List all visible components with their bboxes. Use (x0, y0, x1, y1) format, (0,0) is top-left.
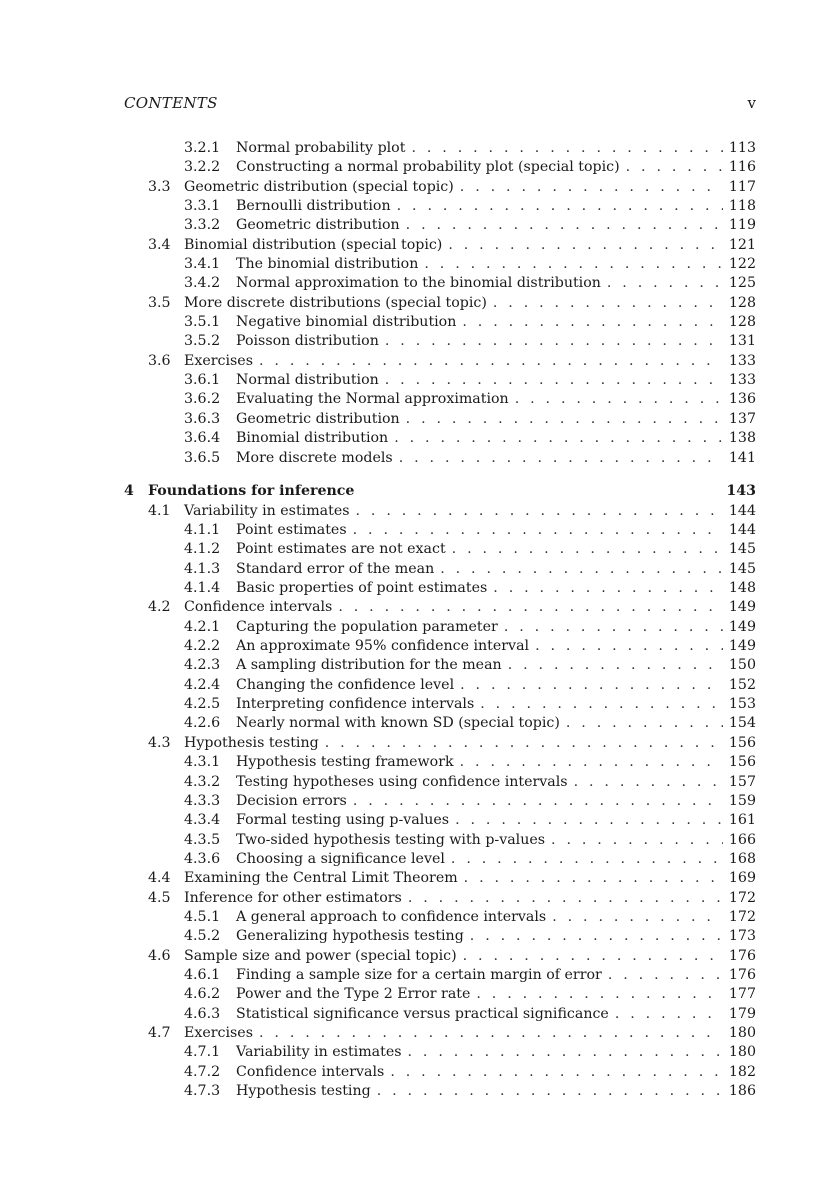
dot-leader (452, 540, 723, 559)
toc-entry-number: 3.6 (148, 352, 171, 369)
toc-entry-page: 159 (728, 792, 756, 809)
toc-entry-label: Constructing a normal probability plot (special topic) (236, 159, 620, 176)
toc-entry-number: 4.2.4 (184, 676, 221, 693)
toc-entry-subsection[interactable] (124, 390, 756, 409)
toc-entry-number: 3.5.1 (184, 314, 221, 331)
toc-entry-subsection[interactable] (124, 197, 756, 216)
toc-entry-number: 3.2.1 (184, 140, 221, 156)
toc-entry-page: 144 (728, 502, 756, 519)
dot-leader (566, 714, 723, 733)
toc-entry-page: 138 (728, 430, 756, 447)
toc-entry-number: 3.4.2 (184, 275, 221, 292)
toc-entry-subsection[interactable] (124, 255, 756, 274)
toc-entry-label: Basic properties of point estimates (236, 580, 488, 597)
dot-leader (390, 1063, 723, 1082)
toc-entry-subsection[interactable] (124, 579, 756, 598)
dot-leader (574, 773, 723, 792)
toc-entry-label: Normal approximation to the binomial distribution (236, 275, 601, 292)
toc-entry-label: Hypothesis testing (236, 1083, 371, 1099)
toc-entry-number: 4.2.5 (184, 696, 221, 713)
toc-entry-label: Decision errors (236, 792, 347, 809)
table-of-contents (124, 139, 756, 1101)
toc-entry-page: 161 (728, 812, 756, 829)
toc-entry-subsection[interactable] (124, 1082, 756, 1101)
dot-leader (385, 332, 723, 351)
toc-entry-label: Geometric distribution (236, 410, 400, 427)
toc-entry-subsection[interactable] (124, 429, 756, 448)
toc-entry-number: 4.1.1 (184, 522, 221, 539)
toc-entry-page: 176 (728, 947, 756, 964)
toc-entry-number: 4.6.2 (184, 986, 221, 1003)
page-number: v (747, 94, 756, 112)
toc-entry-section[interactable] (124, 598, 756, 617)
toc-entry-label: Confidence intervals (236, 1063, 385, 1080)
toc-entry-label: Exercises (184, 1024, 253, 1041)
dot-leader (408, 889, 723, 908)
toc-entry-number: 4.7.2 (184, 1063, 221, 1080)
toc-entry-label: Normal distribution (236, 372, 379, 389)
toc-entry-label: Point estimates (236, 522, 347, 539)
dot-leader (515, 390, 723, 409)
toc-entry-number: 4.5 (148, 889, 171, 906)
toc-entry-label: A general approach to confidence intervals (236, 908, 547, 925)
toc-entry-page: 150 (728, 657, 756, 674)
toc-entry-page: 116 (728, 159, 756, 176)
toc-entry-number: 3.4 (148, 236, 171, 253)
toc-entry-page: 117 (728, 178, 756, 195)
toc-entry-label: Changing the confidence level (236, 676, 455, 693)
toc-entry-number: 4.7.1 (184, 1044, 221, 1061)
toc-entry-page: 137 (728, 410, 756, 427)
toc-entry-label: Power and the Type 2 Error rate (236, 986, 471, 1003)
toc-entry-subsection[interactable] (124, 637, 756, 656)
toc-entry-label: More discrete distributions (special topic) (184, 294, 487, 311)
toc-entry-page: 172 (728, 908, 756, 925)
toc-entry-label: Point estimates are not exact (236, 541, 446, 558)
toc-entry-page: 136 (728, 391, 756, 408)
toc-entry-number: 3.5 (148, 294, 171, 311)
toc-entry-number: 4.5.2 (184, 928, 221, 945)
dot-leader (615, 1005, 723, 1024)
toc-entry-subsection[interactable] (124, 773, 756, 792)
toc-entry-subsection[interactable] (124, 410, 756, 429)
dot-leader (460, 753, 723, 772)
toc-entry-number: 4.4 (148, 870, 171, 887)
toc-entry-page: 177 (728, 986, 756, 1003)
toc-entry-label: More discrete models (236, 449, 393, 466)
dot-leader (626, 158, 723, 177)
toc-entry-number: 3.3.2 (184, 217, 221, 234)
toc-entry-page: 119 (728, 217, 756, 234)
toc-entry-page: 149 (728, 638, 756, 655)
dot-leader (406, 216, 723, 235)
dot-leader (353, 521, 723, 540)
toc-entry-number: 4.2.6 (184, 715, 221, 732)
toc-entry-section[interactable] (124, 294, 756, 313)
dot-leader (504, 618, 723, 637)
toc-entry-label: Evaluating the Normal approximation (236, 391, 509, 408)
toc-entry-label: Confidence intervals (184, 599, 333, 616)
toc-entry-section[interactable] (124, 1024, 756, 1043)
toc-entry-number: 3.3.1 (184, 198, 221, 215)
toc-entry-number: 4.1.3 (184, 560, 221, 577)
toc-entry-label: Hypothesis testing (184, 734, 319, 751)
toc-entry-number: 3.6.2 (184, 391, 221, 408)
dot-leader (406, 410, 723, 429)
toc-entry-subsection[interactable] (124, 1005, 756, 1024)
toc-entry-number: 4.6 (148, 947, 171, 964)
toc-entry-page: 156 (728, 734, 756, 751)
toc-entry-label: Poisson distribution (236, 333, 379, 350)
toc-entry-subsection[interactable] (124, 753, 756, 772)
toc-entry-number: 3.2.2 (184, 159, 221, 176)
toc-entry-page: 145 (728, 560, 756, 577)
dot-leader (385, 371, 723, 390)
dot-leader (463, 947, 723, 966)
toc-entry-page: 176 (728, 966, 756, 983)
toc-entry-subsection[interactable] (124, 139, 756, 158)
toc-entry-section[interactable] (124, 236, 756, 255)
toc-entry-subsection[interactable] (124, 966, 756, 985)
toc-entry-page: 156 (728, 754, 756, 771)
toc-entry-subsection[interactable] (124, 313, 756, 332)
toc-entry-label: Foundations for inference (148, 483, 355, 500)
toc-entry-page: 149 (728, 599, 756, 616)
toc-entry-chapter[interactable] (124, 482, 756, 501)
toc-entry-page: 180 (728, 1024, 756, 1041)
dot-leader (399, 449, 723, 468)
toc-entry-section[interactable] (124, 502, 756, 521)
toc-entry-page: 186 (728, 1083, 756, 1099)
toc-entry-label: Negative binomial distribution (236, 314, 457, 331)
toc-entry-subsection[interactable] (124, 908, 756, 927)
toc-entry-label: Capturing the population parameter (236, 618, 498, 635)
dot-leader (424, 255, 723, 274)
toc-entry-label: A sampling distribution for the mean (236, 657, 502, 674)
toc-entry-number: 4.3.1 (184, 754, 221, 771)
toc-entry-page: 180 (728, 1044, 756, 1061)
toc-entry-page: 149 (728, 618, 756, 635)
dot-leader (493, 579, 723, 598)
toc-entry-number: 4.7.3 (184, 1083, 221, 1099)
dot-leader (551, 831, 723, 850)
toc-entry-subsection[interactable] (124, 449, 756, 468)
toc-entry-subsection[interactable] (124, 274, 756, 293)
toc-entry-page: 145 (728, 541, 756, 558)
running-head-title: CONTENTS (124, 94, 218, 112)
toc-entry-number: 4.3 (148, 734, 171, 751)
toc-entry-number: 4 (124, 483, 134, 500)
toc-entry-label: Bernoulli distribution (236, 198, 391, 215)
toc-entry-number: 4.2.3 (184, 657, 221, 674)
toc-entry-subsection[interactable] (124, 216, 756, 235)
dot-leader (338, 598, 723, 617)
toc-entry-section[interactable] (124, 352, 756, 371)
toc-entry-subsection[interactable] (124, 792, 756, 811)
toc-entry-label: Standard error of the mean (236, 560, 435, 577)
toc-entry-number: 3.6.5 (184, 449, 221, 466)
toc-entry-label: Generalizing hypothesis testing (236, 928, 464, 945)
toc-entry-subsection[interactable] (124, 560, 756, 579)
dot-leader (377, 1082, 723, 1101)
toc-entry-page: 182 (728, 1063, 756, 1080)
toc-entry-number: 3.5.2 (184, 333, 221, 350)
toc-entry-subsection[interactable] (124, 371, 756, 390)
dot-leader (464, 869, 723, 888)
dot-leader (259, 352, 723, 371)
dot-leader (480, 695, 723, 714)
dot-leader (460, 676, 723, 695)
toc-entry-page: 153 (728, 696, 756, 713)
toc-entry-subsection[interactable] (124, 695, 756, 714)
toc-entry-subsection[interactable] (124, 831, 756, 850)
toc-entry-page: 152 (728, 676, 756, 693)
toc-entry-label: Variability in estimates (236, 1044, 402, 1061)
toc-entry-number: 4.6.3 (184, 1005, 221, 1022)
toc-entry-number: 4.2.2 (184, 638, 221, 655)
toc-entry-page: 154 (728, 715, 756, 732)
toc-entry-number: 4.3.2 (184, 773, 221, 790)
toc-entry-number: 4.6.1 (184, 966, 221, 983)
toc-entry-number: 3.4.1 (184, 256, 221, 273)
toc-entry-label: Hypothesis testing framework (236, 754, 454, 771)
toc-entry-label: Geometric distribution (special topic) (184, 178, 454, 195)
toc-entry-subsection[interactable] (124, 332, 756, 351)
toc-entry-number: 4.1 (148, 502, 171, 519)
dot-leader (552, 908, 723, 927)
dot-leader (493, 294, 723, 313)
dot-leader (470, 927, 723, 946)
toc-entry-section[interactable] (124, 889, 756, 908)
toc-entry-number: 3.6.1 (184, 372, 221, 389)
toc-entry-label: Inference for other estimators (184, 889, 402, 906)
dot-leader (356, 502, 723, 521)
toc-entry-subsection[interactable] (124, 540, 756, 559)
toc-entry-label: Normal probability plot (236, 140, 406, 156)
toc-entry-page: 144 (728, 522, 756, 539)
toc-entry-label: Choosing a significance level (236, 850, 445, 867)
toc-entry-page: 131 (728, 333, 756, 350)
dot-leader (353, 792, 723, 811)
dot-leader (325, 734, 723, 753)
toc-entry-page: 173 (728, 928, 756, 945)
dot-leader (462, 313, 723, 332)
dot-leader (455, 811, 723, 830)
toc-entry-label: Finding a sample size for a certain margin of error (236, 966, 602, 983)
toc-entry-section[interactable] (124, 178, 756, 197)
toc-entry-page: 128 (728, 294, 756, 311)
toc-entry-number: 4.2.1 (184, 618, 221, 635)
toc-entry-label: Testing hypotheses using confidence intervals (236, 773, 568, 790)
toc-entry-page: 113 (728, 140, 756, 156)
toc-entry-page: 148 (728, 580, 756, 597)
toc-entry-page: 141 (728, 449, 756, 466)
toc-entry-page: 157 (728, 773, 756, 790)
toc-entry-number: 4.3.3 (184, 792, 221, 809)
toc-entry-subsection[interactable] (124, 618, 756, 637)
toc-entry-page: 166 (728, 831, 756, 848)
toc-entry-number: 3.6.4 (184, 430, 221, 447)
toc-entry-number: 3.3 (148, 178, 171, 195)
toc-entry-label: Formal testing using p-values (236, 812, 450, 829)
toc-entry-page: 118 (728, 198, 756, 215)
toc-entry-subsection[interactable] (124, 676, 756, 695)
dot-leader (535, 637, 723, 656)
toc-entry-number: 4.1.4 (184, 580, 221, 597)
running-head (124, 94, 756, 112)
toc-entry-label: The binomial distribution (236, 256, 419, 273)
toc-entry-number: 4.2 (148, 599, 171, 616)
toc-entry-label: Exercises (184, 352, 253, 369)
toc-entry-section[interactable] (124, 869, 756, 888)
dot-leader (397, 197, 723, 216)
toc-entry-label: Two-sided hypothesis testing with p-values (236, 831, 546, 848)
toc-entry-subsection[interactable] (124, 1043, 756, 1062)
toc-entry-page: 125 (728, 275, 756, 292)
dot-leader (451, 850, 723, 869)
toc-entry-subsection[interactable] (124, 850, 756, 869)
dot-leader (440, 560, 723, 579)
toc-entry-section[interactable] (124, 734, 756, 753)
dot-leader (259, 1024, 723, 1043)
dot-leader (608, 966, 723, 985)
dot-leader (607, 274, 723, 293)
toc-entry-label: Statistical significance versus practical significance (236, 1005, 609, 1022)
toc-entry-number: 4.3.5 (184, 831, 221, 848)
dot-leader (460, 178, 723, 197)
toc-entry-subsection[interactable] (124, 985, 756, 1004)
toc-entry-page: 133 (728, 372, 756, 389)
toc-entry-number: 4.7 (148, 1024, 171, 1041)
toc-entry-page: 179 (728, 1005, 756, 1022)
toc-entry-label: Nearly normal with known SD (special topic) (236, 715, 560, 732)
toc-entry-label: Binomial distribution (236, 430, 389, 447)
toc-entry-number: 4.1.2 (184, 541, 221, 558)
dot-leader (408, 1043, 723, 1062)
toc-entry-page: 128 (728, 314, 756, 331)
toc-entry-label: Binomial distribution (special topic) (184, 236, 443, 253)
toc-entry-page: 122 (728, 256, 756, 273)
toc-entry-subsection[interactable] (124, 1063, 756, 1082)
toc-entry-subsection[interactable] (124, 714, 756, 733)
toc-entry-page: 143 (726, 483, 756, 500)
dot-leader (394, 429, 723, 448)
toc-entry-label: Variability in estimates (184, 502, 350, 519)
toc-entry-page: 133 (728, 352, 756, 369)
toc-entry-page: 168 (728, 850, 756, 867)
toc-entry-page: 172 (728, 889, 756, 906)
toc-entry-subsection[interactable] (124, 811, 756, 830)
toc-entry-number: 4.5.1 (184, 908, 221, 925)
toc-entry-label: Examining the Central Limit Theorem (184, 870, 458, 887)
toc-entry-page: 169 (728, 870, 756, 887)
dot-leader (508, 656, 723, 675)
toc-entry-page: 121 (728, 236, 756, 253)
toc-entry-subsection[interactable] (124, 927, 756, 946)
toc-entry-section[interactable] (124, 947, 756, 966)
dot-leader (476, 985, 723, 1004)
toc-entry-number: 4.3.4 (184, 812, 221, 829)
toc-entry-number: 3.6.3 (184, 410, 221, 427)
toc-entry-subsection[interactable] (124, 656, 756, 675)
toc-entry-subsection[interactable] (124, 158, 756, 177)
dot-leader (411, 139, 722, 158)
dot-leader (448, 236, 723, 255)
toc-entry-label: Sample size and power (special topic) (184, 947, 457, 964)
toc-entry-label: Interpreting confidence intervals (236, 696, 475, 713)
toc-entry-number: 4.3.6 (184, 850, 221, 867)
toc-entry-subsection[interactable] (124, 521, 756, 540)
toc-entry-label: An approximate 95% confidence interval (236, 638, 530, 655)
toc-entry-label: Geometric distribution (236, 217, 400, 234)
